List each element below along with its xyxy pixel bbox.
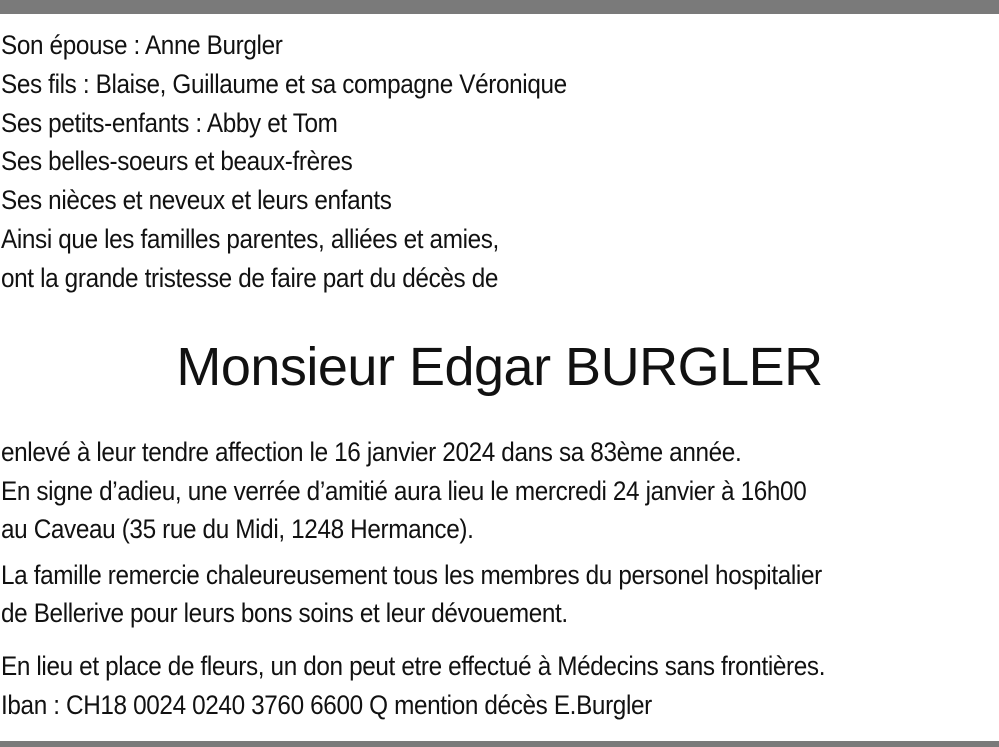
family-line-spouse: Son épouse : Anne Burgler	[1, 30, 283, 60]
family-line-in-laws: Ses belles-soeurs et beaux-frères	[1, 146, 353, 176]
iban-line: Iban : CH18 0024 0240 3760 6600 Q mention décès E.Burgler	[1, 690, 652, 720]
thanks-line: La famille remercie chaleureusement tous les membres du personel hospitalier	[1, 560, 822, 590]
death-notice-line: enlevé à leur tendre affection le 16 janvier 2024 dans sa 83ème année.	[1, 437, 742, 467]
donation-line: En lieu et place de fleurs, un don peut etre effectué à Médecins sans frontières.	[1, 651, 826, 681]
family-line-nieces-nephews: Ses nièces et neveux et leurs enfants	[1, 185, 392, 215]
bottom-divider	[0, 741, 999, 747]
deceased-name: Monsieur Edgar BURGLER	[176, 337, 823, 397]
thanks-line-continued: de Bellerive pour leurs bons soins et leur dévouement.	[1, 598, 568, 628]
announcement-intro: ont la grande tristesse de faire part du décès de	[1, 263, 499, 293]
farewell-line: En signe d’adieu, une verrée d’amitié aura lieu le mercredi 24 janvier à 16h00	[1, 476, 807, 506]
family-line-grandchildren: Ses petits-enfants : Abby et Tom	[1, 108, 338, 138]
family-line-sons: Ses fils : Blaise, Guillaume et sa compagne Véronique	[1, 69, 567, 99]
top-divider	[0, 0, 999, 14]
family-line-relatives: Ainsi que les familles parentes, alliées et amies,	[1, 224, 499, 254]
farewell-location-line: au Caveau (35 rue du Midi, 1248 Hermance).	[1, 514, 474, 544]
